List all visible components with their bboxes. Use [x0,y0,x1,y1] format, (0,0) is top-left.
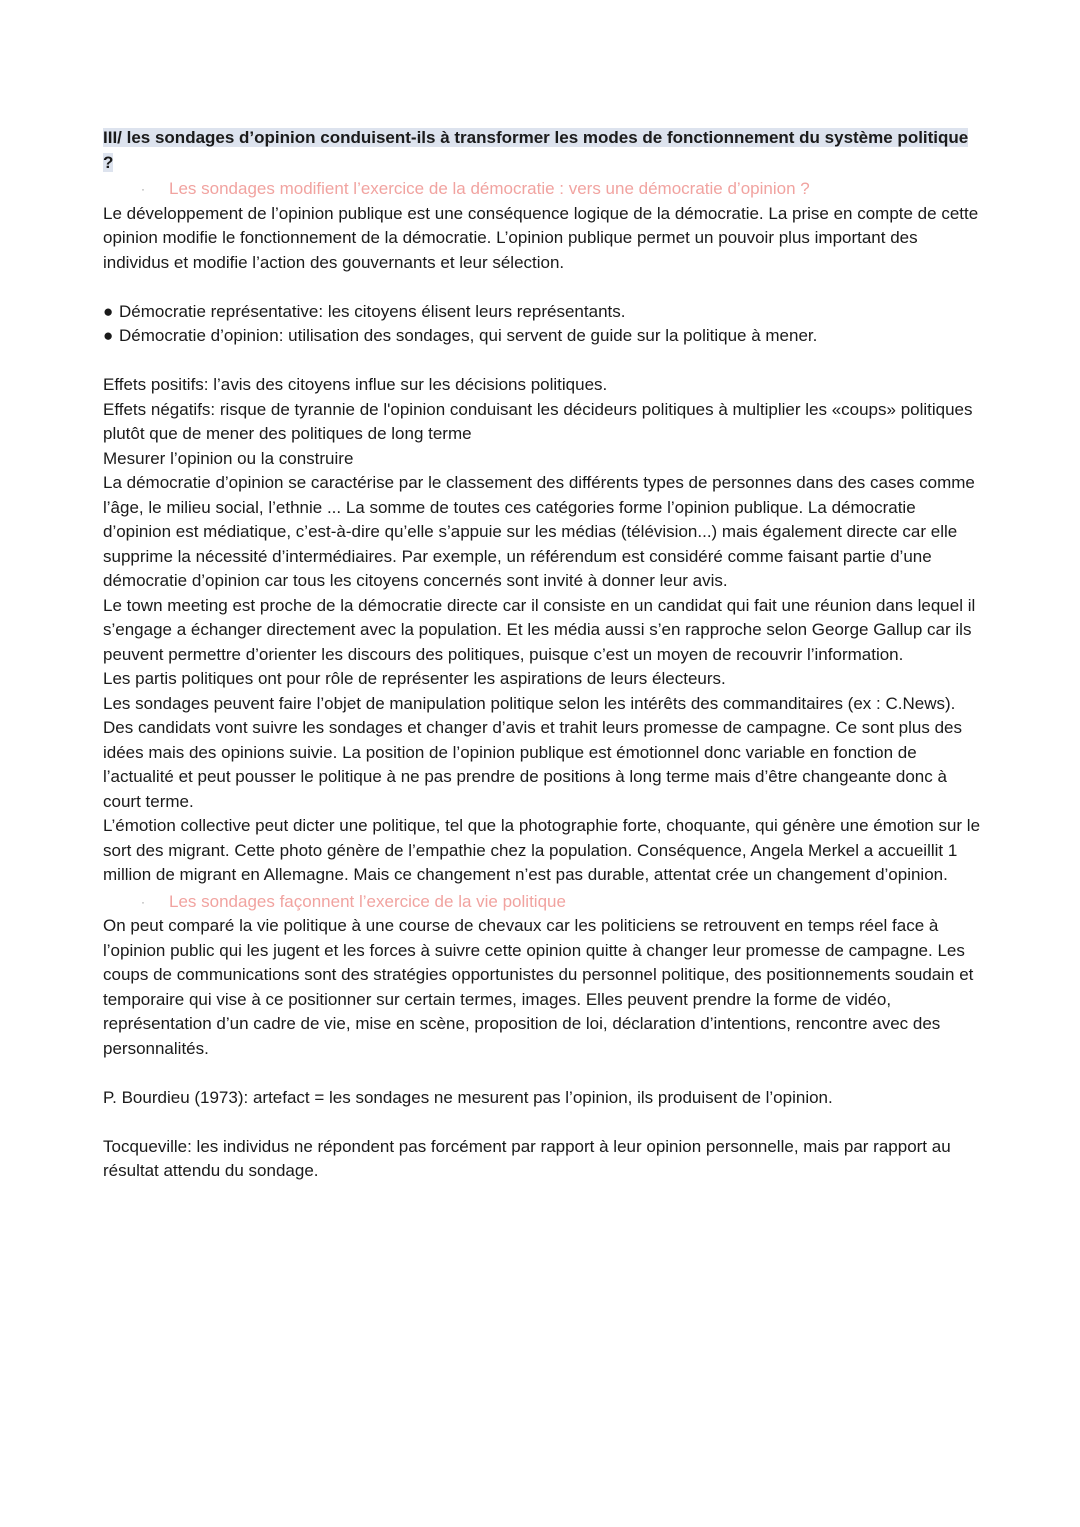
section-heading [103,126,983,175]
subsection-title-text: Les sondages façonnent l’exercice de la vie politique [169,891,566,911]
paragraph-tocqueville: Tocqueville: les individus ne répondent pas forcément par rapport à leur opinion personnelle, mais par rapport au résultat attendu du sondage. [103,1136,951,1180]
heading-text: III/ les sondages d’opinion conduisent-ils à transformer les modes de fonctionnement du système politique ? [103,128,969,172]
paragraph-effets-positifs: Effets positifs: l’avis des citoyens influe sur les décisions politiques. [103,375,608,394]
spacer [103,275,983,300]
list-item [103,324,983,349]
list-item-text: Démocratie d’opinion: utilisation des sondages, qui servent de guide sur la politique à mener. [119,326,818,345]
paragraph-mesurer: Mesurer l’opinion ou la construire [103,448,354,468]
bullet-dot-icon: · [141,182,145,196]
paragraph-bourdieu: P. Bourdieu (1973): artefact = les sondages ne mesurent pas l’opinion, ils produisent de l’opinion. [103,1087,833,1107]
spacer [103,1110,983,1135]
paragraph-course: On peut comparé la vie politique à une course de chevaux car les politiciens se retrouvent en temps réel face à l’opinion public qui les jugent et les forces à suivre cette opinion quitte à changer leur promesse de campagne. Les coups de communications sont des stratégies opportunistes du personnel politique, des positionnements soudain et temporaire qui vise à ce positionner sur certain termes, images. Elles peuvent prendre la forme de vidéo, représentation d’un cadre de vie, mise en scène, proposition de loi, déclaration d’intentions, rencontre avec des personnalités. [103,916,974,1058]
spacer [103,1061,983,1086]
subsection-title-1 [103,177,983,202]
document-page [103,126,983,1184]
bullet-dot-icon: · [141,894,145,909]
list-item-text: Démocratie représentative: les citoyens élisent leurs représentants. [119,301,626,321]
paragraph-emotion: L’émotion collective peut dicter une politique, tel que la photographie forte, choquante, qui génère une émotion sur le sort des migrant. Cette photo génère de l’empathie chez la population. Conséquence, Angela Merkel a accueillit 1 million de migrant en Allemagne. Mais ce changement n’est pas durable, attentat crée un changement d’opinion. [103,816,981,884]
paragraph-town-meeting: Le town meeting est proche de la démocratie directe car il consiste en un candidat qui fait une réunion dans lequel il s’engage a échanger directement avec la population. Et les média aussi s’en rapproche selon George Gallup car ils peuvent permettre d’orienter les discours des politiques, puisque c’est un moyen de recouvrir l’information. [103,595,976,664]
bullet-icon: ● [103,326,114,345]
paragraph-democratie-opinion: La démocratie d’opinion se caractérise par le classement des différents types de personnes dans des cases comme l’âge, le milieu social, l’ethnie ... La somme de toutes ces catégories forme l’opinion publique. La démocratie d’opinion est médiatique, c’est-à-dire qu’elle s’appuie sur les médias (télévision...) mais également directe car elle supprime la nécessité d’intermédiaires. Par exemple, un référendum est considéré comme faisant partie d’une démocratie d’opinion car tous les citoyens concernés sont invité à donner leur avis. [103,473,975,590]
paragraph-effets-negatifs: Effets négatifs: risque de tyrannie de l'opinion conduisant les décideurs politiques à multiplier les «coups» politiques plutôt que de mener des politiques de long terme [103,399,973,443]
list-item [103,300,983,325]
paragraph-manipulation: Les sondages peuvent faire l’objet de manipulation politique selon les intérêts des commanditaires (ex : C.News). Des candidats vont suivre les sondages et changer d’avis et trahit leurs promesse de campagne. Ce sont plus des idées mais des opinions suivie. La position de l’opinion publique est émotionnel donc variable en fonction de l’actualité et peut pousser le politique à ne pas prendre de positions à long terme mais d’être changeante donc à court terme. [103,693,962,811]
bullet-icon: ● [103,301,114,321]
paragraph-partis: Les partis politiques ont pour rôle de représenter les aspirations de leurs électeurs. [103,669,726,688]
subsection-title-2 [103,890,983,915]
paragraph-intro: Le développement de l’opinion publique est une conséquence logique de la démocratie. La prise en compte de cette opinion modifie le fonctionnement de la démocratie. L’opinion publique permet un pouvoir plus important des individus et modifie l’action des gouvernants et leur sélection. [103,203,979,272]
spacer [103,349,983,374]
subsection-title-text: Les sondages modifient l’exercice de la démocratie : vers une démocratie d’opinion ? [169,179,810,198]
